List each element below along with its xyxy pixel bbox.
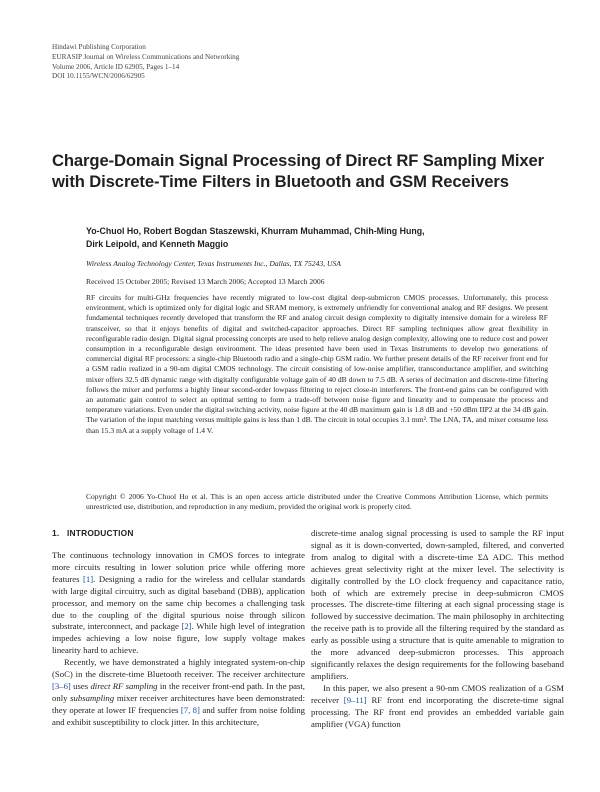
abstract-line: less than 15.3 mA at a supply voltage of 1.4 V. bbox=[86, 415, 548, 435]
emphasis-text: direct RF sampling bbox=[90, 680, 158, 691]
paragraph-text: mixer receiver architectures have been demonstrated: they operate at lower IF frequencies bbox=[52, 692, 306, 715]
abstract-line: digital switching activity, noise figure at the 40 dB maximum gain is 1.8 dB and +50 dBm IIP2 at the 34 dB gain. The variation of bbox=[86, 405, 549, 425]
abstract-line: analog and RF designs. We present fundamental techniques recently developed that transform the RF and analog circuit design bbox=[86, 303, 549, 323]
copyright-line-1: Copyright © 2006 Yo-Chuol Ho et al. This is an open access article distributed under the Creative Commons Attribution License, bbox=[86, 492, 501, 501]
authors-line-2: Dirk Leipold, and Kenneth Maggio bbox=[86, 238, 229, 249]
intro-paragraph-4 bbox=[311, 683, 564, 731]
paragraph-text: . While high level of integration impedes achieving a low noise figure, low supply voltage makes linearity hard to achieve. bbox=[52, 621, 305, 656]
paragraph-text: and suffer from noise folding and exhibit susceptibility to clock jitter. In this architecture, bbox=[52, 704, 306, 727]
title-line-1: Charge-Domain Signal Processing of Direct RF Sampling Mixer bbox=[52, 151, 545, 170]
section-heading bbox=[52, 528, 305, 539]
volume-line: Volume 2006, Article ID 62905, Pages 1–14 bbox=[52, 62, 180, 71]
abstract-line: environment. The ideas presented have been used in Texas Instruments to develop two generations of commercial digital RF bbox=[86, 344, 548, 364]
section-title: INTRODUCTION bbox=[66, 528, 134, 538]
abstract-line: complexity to digitally intensive domain for a wireless RF transceiver, so that it enjoys benefits of digital and switched-capacitor bbox=[86, 313, 549, 333]
copyright-line-2: which permits unrestricted use, distribution, and reproduction in any medium, provided the original work is properly cited. bbox=[86, 492, 549, 512]
paragraph-text: RF front end incorporating the discrete-time signal processing. The RF front end provides an embedded variable gain amplifier (VGA) function bbox=[311, 694, 564, 729]
abstract-line: for a GSM radio realized in a 90-nm digital CMOS technology. The circuit consisting of low-noise amplifier, transconductance bbox=[86, 354, 549, 374]
section-number: 1. bbox=[52, 528, 60, 538]
intro-paragraph-1 bbox=[52, 550, 305, 657]
abstract-line: this process environment, which is optimized only for digital logic and SRAM memory, is extremely unfriendly for conventional bbox=[86, 293, 548, 313]
doi: DOI 10.1155/WCN/2006/62905 bbox=[52, 72, 145, 81]
abstract bbox=[86, 293, 548, 436]
citation-link[interactable]: [3–6] bbox=[52, 680, 71, 691]
citation-link[interactable]: [1] bbox=[83, 573, 94, 584]
authors bbox=[86, 225, 526, 250]
abstract-line: reject close-in interferers. The front-end gains can be configured with an automatic gain control to select an optimal setting to bbox=[86, 384, 548, 405]
citation-link[interactable]: [7, 8] bbox=[180, 704, 200, 715]
abstract-line: approaches. Direct RF sampling techniques allow great flexibility in reconfigurable radio design. Digital signal processing concepts bbox=[86, 323, 548, 343]
abstract-line: series of decimation and discrete-time filtering follows the mixer and performs a highly linear second-order lowpass filtering to bbox=[86, 374, 548, 394]
paragraph-text: Recently, we have demonstrated a highly integrated system-on-chip (SoC) in the discrete-time Bluetooth receiver. The receiver architecture bbox=[52, 657, 305, 680]
publisher: Hindawi Publishing Corporation bbox=[52, 43, 146, 51]
citation-link[interactable]: [9–11] bbox=[343, 694, 367, 705]
journal-header bbox=[52, 43, 239, 82]
copyright-notice bbox=[86, 492, 548, 513]
abstract-line: amplifier, and switching mixer offers 32.5 dB dynamic range with digitally configurable voltage gain of 40 dB down to 7.5 dB. A bbox=[86, 364, 549, 384]
paragraph-text: . Designing a radio for the wireless and cellular standards with large digital circuitry, such as digital baseband (DBB), application processor, and memory on the same chip becomes a challenging task due to the coupling of the digital spurious noise through silicon substrate, interconnect, and package bbox=[52, 573, 305, 632]
paragraph-text: uses bbox=[70, 680, 91, 691]
abstract-line: form a trade-off between noise figure and linearity and to compensate the process and temperature variations. Even under the bbox=[86, 395, 548, 415]
abstract-line: are used to help relieve analog design complexity, allowing one to reduce cost and power consumption in a reconfigurable design bbox=[86, 333, 548, 354]
paragraph-text: In this paper, we also present a 90-nm CMOS realization of a GSM receiver bbox=[311, 682, 564, 705]
intro-paragraph-2 bbox=[52, 657, 305, 728]
journal-name: EURASIP Journal on Wireless Communications and Networking bbox=[52, 52, 240, 61]
abstract-line: the input matching versus multiple gains is less than 1 dB. The circuit in total occupies 3.1 mm². The LNA, TA, and mixer consume bbox=[136, 415, 535, 425]
right-column bbox=[311, 528, 564, 730]
intro-paragraph-3: discrete-time analog signal processing is used to sample the RF input signal as it is down-converted, down-sampled, filtered, and converted from analog to digital with a discrete-time ΣΔ ADC. This method achieves great selectivity right at the mixer level. The selectivity is digitally controlled by the LO clock frequency and capacitance ratio, both of which are extremely precise in deep-submicron CMOS processes. The discrete-time filtering at each signal processing stage is followed by successive decimation. The main philosophy in architecting the receive path is to provide all the filtering required by the standard as early as possible using a structure that is quite amenable to migration to the more advanced deep-submicron processes. This approach significantly relaxes the design requirements for the following baseband amplifiers. bbox=[311, 528, 564, 681]
emphasis-text: subsampling bbox=[70, 692, 115, 703]
abstract-line: processors: a single-chip Bluetooth radio and a single-chip GSM radio. We further present details of the RF receiver front end bbox=[156, 354, 538, 364]
affiliation: Wireless Analog Technology Center, Texas Instruments Inc., Dallas, TX 75243, USA bbox=[86, 259, 341, 268]
paper-title bbox=[52, 150, 552, 192]
abstract-line: RF circuits for multi-GHz frequencies have recently migrated to low-cost digital deep-submicron CMOS processes. Unfortunately, bbox=[86, 293, 507, 302]
paragraph-text: The continuous technology innovation in CMOS forces to integrate more circuits resulting in lower solution price while offering more features bbox=[52, 550, 305, 584]
submission-dates: Received 15 October 2005; Revised 13 March 2006; Accepted 13 March 2006 bbox=[86, 277, 325, 286]
authors-line-1: Yo-Chuol Ho, Robert Bogdan Staszewski, Khurram Muhammad, Chih-Ming Hung, bbox=[86, 226, 425, 236]
citation-link[interactable]: [2] bbox=[181, 621, 192, 632]
title-line-2: with Discrete-Time Filters in Bluetooth and GSM Receivers bbox=[52, 172, 509, 191]
paragraph-text: in the receiver front-end path. In the past, only bbox=[52, 680, 305, 703]
left-column bbox=[52, 528, 305, 729]
